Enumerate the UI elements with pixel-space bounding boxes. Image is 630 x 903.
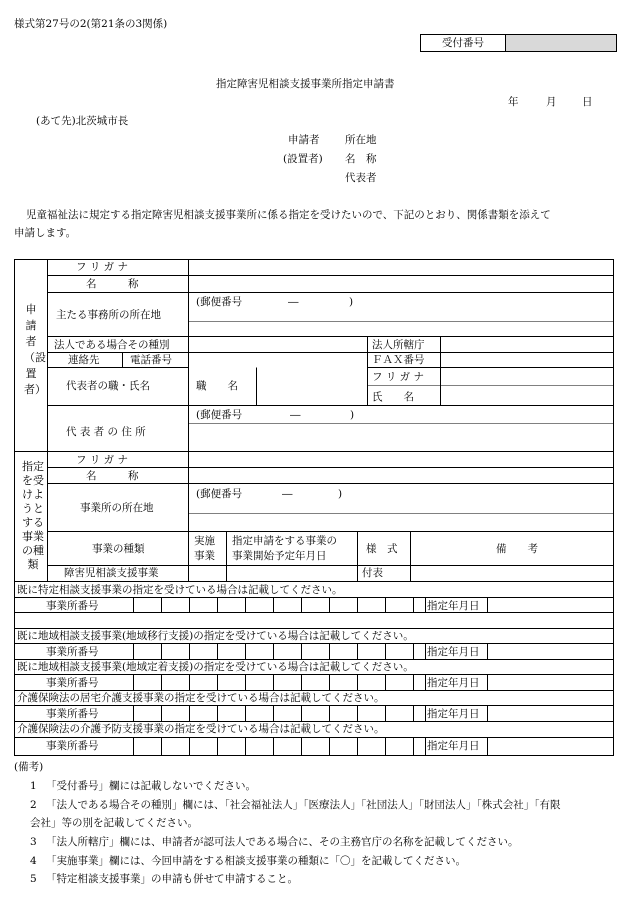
intro-line-1: 児童福祉法に規定する指定障害児相談支援事業所に係る指定を受けたいので、下記のとおり、関係書類を添えて bbox=[26, 209, 551, 221]
designation-date-label-5: 指定年月日 bbox=[427, 740, 480, 752]
business-postal-close: ) bbox=[338, 488, 343, 500]
rep-postal-close: ) bbox=[350, 409, 355, 421]
applicant-side-label: 申請者（設置者） bbox=[24, 303, 46, 396]
business-type-header: 事業の種類 bbox=[92, 543, 145, 555]
applicant-label: 申請者 bbox=[288, 134, 320, 146]
rep-title-name-label: 代表者の職・氏名 bbox=[66, 380, 150, 392]
rep-furigana-label: フ リ ガ ナ bbox=[372, 371, 425, 383]
start-date-field[interactable] bbox=[229, 567, 355, 580]
applicant-furigana-label: フ リ ガ ナ bbox=[76, 261, 129, 273]
designation-date-label-3: 指定年月日 bbox=[427, 677, 480, 689]
applicant-sub-label: (設置者) bbox=[283, 153, 323, 165]
business-name-label: 名 称 bbox=[86, 470, 139, 482]
office-address-label: 主たる事務所の所在地 bbox=[56, 309, 161, 321]
note-3-number: 3 bbox=[30, 836, 37, 848]
designation-date-label-2: 指定年月日 bbox=[427, 646, 480, 658]
business-furigana-field[interactable] bbox=[190, 454, 610, 466]
corp-type-field[interactable] bbox=[190, 339, 365, 351]
rep-name-label: 氏 名 bbox=[372, 391, 414, 403]
note-4-number: 4 bbox=[30, 855, 37, 867]
business-side-label: 指定を受けようとする事業の種類 bbox=[22, 460, 44, 571]
business-furigana-label: フ リ ガ ナ bbox=[76, 454, 129, 466]
rep-postal-dash: ― bbox=[290, 409, 301, 421]
office-postal-close: ) bbox=[349, 296, 354, 308]
designation-date-field-4[interactable] bbox=[490, 707, 612, 719]
position-field[interactable] bbox=[259, 370, 365, 404]
designation-office-no-1: 事業所番号 bbox=[46, 600, 99, 612]
date-year: 年 bbox=[508, 96, 519, 108]
business-location-label: 事業所の所在地 bbox=[80, 502, 154, 514]
corp-type-label: 法人である場合その種別 bbox=[54, 339, 170, 351]
remarks-field[interactable] bbox=[413, 567, 611, 580]
applicant-field-name: 名 称 bbox=[345, 153, 377, 165]
applicant-field-representative: 代表者 bbox=[345, 172, 377, 184]
phone-field[interactable] bbox=[190, 354, 365, 366]
business-name-field[interactable] bbox=[190, 470, 610, 482]
reception-number-label: 受付番号 bbox=[421, 35, 506, 51]
designation-date-field-3[interactable] bbox=[490, 676, 612, 688]
business-location-field[interactable] bbox=[190, 515, 610, 530]
impl-checkbox-field[interactable] bbox=[190, 567, 224, 580]
business-postal-label: (郵便番号 bbox=[196, 488, 243, 500]
corp-office-field[interactable] bbox=[443, 339, 611, 351]
corp-office-label: 法人所轄庁 bbox=[372, 339, 425, 351]
impl-header-line-2: 事業 bbox=[194, 550, 215, 562]
designation-office-no-2: 事業所番号 bbox=[46, 646, 99, 658]
designation-date-label-1: 指定年月日 bbox=[427, 600, 480, 612]
date-month: 月 bbox=[546, 96, 557, 108]
designation-date-field-5[interactable] bbox=[490, 739, 612, 753]
applicant-field-address: 所在地 bbox=[345, 134, 377, 146]
designation-question-3: 既に地域相談支援事業(地域定着支援)の指定を受けている場合は記載してください。 bbox=[17, 661, 414, 673]
designation-office-no-5: 事業所番号 bbox=[46, 740, 99, 752]
note-5-text: 「特定相談支援事業」の申請も併せて申請すること。 bbox=[46, 873, 298, 885]
document-title: 指定障害児相談支援事業所指定申請書 bbox=[216, 78, 395, 90]
date-day: 日 bbox=[582, 96, 593, 108]
designation-date-label-4: 指定年月日 bbox=[427, 708, 480, 720]
designation-question-4: 介護保険法の居宅介護支援事業の指定を受けている場合は記載してください。 bbox=[17, 692, 385, 704]
office-address-field[interactable] bbox=[190, 323, 610, 335]
designation-office-no-4: 事業所番号 bbox=[46, 708, 99, 720]
note-2-continuation: 会社」等の別を記載してください。 bbox=[30, 817, 198, 829]
contact-label: 連絡先 bbox=[68, 354, 100, 366]
remarks-header: 備 考 bbox=[496, 543, 538, 555]
rep-address-field[interactable] bbox=[190, 426, 610, 450]
notes-heading: (備考) bbox=[14, 761, 44, 773]
office-postal-label: (郵便番号 bbox=[196, 296, 243, 308]
intro-line-2: 申請します。 bbox=[14, 227, 77, 239]
designation-question-2: 既に地域相談支援事業(地域移行支援)の指定を受けている場合は記載してください。 bbox=[17, 630, 414, 642]
applicant-furigana-field[interactable] bbox=[190, 261, 610, 274]
note-3-text: 「法人所轄庁」欄には、申請者が認可法人である場合に、その主務官庁の名称を記載してください。 bbox=[46, 836, 519, 848]
rep-name-field[interactable] bbox=[443, 370, 611, 404]
note-1-text: 「受付番号」欄には記載しないでください。 bbox=[46, 780, 256, 792]
designation-date-field-2[interactable] bbox=[490, 645, 612, 657]
rep-postal-label: (郵便番号 bbox=[196, 409, 243, 421]
applicant-name-label: 名 称 bbox=[86, 278, 139, 290]
designation-question-1: 既に特定相談支援事業の指定を受けている場合は記載してください。 bbox=[17, 584, 343, 596]
phone-label: 電話番号 bbox=[130, 354, 172, 366]
impl-header-line-1: 実施 bbox=[194, 535, 215, 547]
office-postal-dash: ― bbox=[288, 296, 299, 308]
note-2-number: 2 bbox=[30, 799, 37, 811]
addressee: (あて先)北茨城市長 bbox=[36, 115, 129, 127]
designation-question-5: 介護保険法の介護予防支援事業の指定を受けている場合は記載してください。 bbox=[17, 723, 385, 735]
business-type-row: 障害児相談支援事業 bbox=[64, 567, 159, 579]
fax-label: ＦＡＸ番号 bbox=[372, 354, 425, 366]
rep-address-label: 代 表 者 の 住 所 bbox=[66, 426, 146, 438]
designation-office-no-3: 事業所番号 bbox=[46, 677, 99, 689]
start-date-header-line-1: 指定申請をする事業の bbox=[232, 535, 337, 547]
designation-date-field-1[interactable] bbox=[490, 599, 612, 611]
position-label: 職 名 bbox=[196, 380, 238, 392]
applicant-name-field[interactable] bbox=[190, 278, 610, 291]
start-date-header-line-2: 事業開始予定年月日 bbox=[232, 550, 327, 562]
note-2-text: 「法人である場合その種別」欄には、「社会福祉法人」「医療法人」「社団法人」「財団法人」「株式会社」「有限 bbox=[46, 799, 561, 811]
fax-field[interactable] bbox=[443, 354, 611, 366]
format-value: 付表 bbox=[362, 567, 383, 579]
note-1-number: 1 bbox=[30, 780, 37, 792]
form-number: 様式第27号の2(第21条の3関係) bbox=[14, 18, 168, 30]
note-4-text: 「実施事業」欄には、今回申請をする相談支援事業の種類に「〇」を記載してください。 bbox=[46, 855, 466, 867]
note-5-number: 5 bbox=[30, 873, 37, 885]
format-header: 様 式 bbox=[366, 543, 398, 555]
business-postal-dash: ― bbox=[282, 488, 293, 500]
